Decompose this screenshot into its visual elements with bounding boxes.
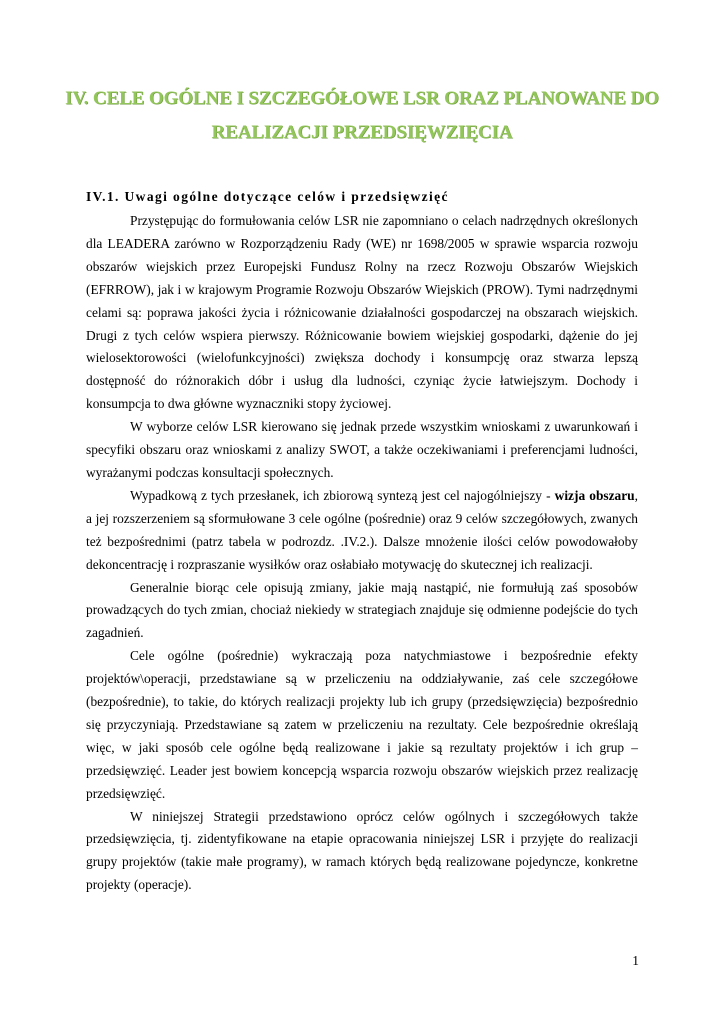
page-number: 1 [632,953,639,968]
chapter-title-line-2: REALIZACJI PRZEDSIĘWZIĘCIA [211,122,513,143]
paragraph-6: W niniejszej Strategii przedstawiono oprócz celów ogólnych i szczegółowych także przedsięwzięcia, tj. zidentyfikowane na etapie opracowania niniejszej LSR i przyjęte do realizacji grupy projektów (takie małe programy), w ramach których będą realizowane pojedyncze, konkretne projekty (operacje). [86,808,638,893]
paragraph-4: Generalnie biorąc cele opisują zmiany, jakie mają nastąpić, nie formułują zaś sposobów prowadzących do tych zmian, chociaż niekiedy w strategiach znajduje się odmienne podejście do tych zagadnień. [86,579,638,641]
chapter-title [60,82,664,150]
paragraph-2: W wyborze celów LSR kierowano się jednak przede wszystkim wnioskami z uwarunkowań i specyfiki obszaru oraz wnioskami z analizy SWOT, a także oczekiwaniami i preferencjami ludności, wyrażanymi podczas konsultacji społecznych. [86,419,638,480]
paragraph-3-end: , a jej rozszerzeniem są sformułowane 3 cele ogólne (pośrednie) oraz 9 celów szczegółowych, zwanych też bezpośrednimi (patrz tabela w podrozdz. .IV.2.). Dalsze mnożenie ilości celów powodowałoby dekoncentrację i rozpraszanie wysiłków oraz osłabiało motywację do skutecznej ich realizacji. [86,487,638,572]
paragraph-3 [86,485,638,577]
body-text [86,210,638,897]
section-heading: IV.1. Uwagi ogólne dotyczące celów i przedsięwzięć [86,189,449,204]
chapter-title-line-1: IV. CELE OGÓLNE I SZCZEGÓŁOWE LSR ORAZ PLANOWANE DO [65,88,659,109]
vision-emphasis: wizja obszaru [554,487,635,503]
paragraph-5: Cele ogólne (pośrednie) wykraczają poza natychmiastowe i bezpośrednie efekty projektów\operacji, przedstawiane są w przeliczeniu na oddziaływanie, zaś cele szczegółowe (bezpośrednie), to takie, do których realizacji projekty lub ich grupy (przedsięwzięcia) bezpośrednio się przyczyniają. Przedstawiane są zatem w przeliczeniu na rezultaty. Cele bezpośrednie określają więc, w jaki sposób cele ogólne będą realizowane i jakie są rezultaty projektów i ich grup – przedsięwzięć. Leader jest bowiem koncepcją wsparcia rozwoju obszarów wiejskich przez realizację przedsięwzięć. [86,648,638,801]
paragraph-3-start: Wypadkową z tych przesłanek, ich zbiorową syntezą jest cel najogólniejszy - [130,487,555,503]
paragraph-1: Przystępując do formułowania celów LSR nie zapomniano o celach nadrzędnych określonych dla LEADERA zarówno w Rozporządzeniu Rady (WE) nr 1698/2005 w sprawie wsparcia rozwoju obszarów wiejskich przez Europejski Fundusz Rolny na rzecz Rozwoju Obszarów Wiejskich (EFRROW), jak i w krajowym Programie Rozwoju Obszarów Wiejskich (PROW). Tymi nadrzędnymi celami są: poprawa jakości życia i różnicowanie działalności gospodarczej na obszarach wiejskich. Drugi z tych celów wspiera pierwszy. Różnicowanie bowiem wiejskiej gospodarki, dążenie do jej wielosektorowości (wielofunkcyjności) zwiększa dochody i konsumpcję oraz stwarza lepszą dostępność do różnorakich dóbr i usług dla ludności, czyniąc życie łatwiejszym. Dochody i konsumpcja to dwa główne wyznaczniki stopy życiowej. [86,213,638,412]
